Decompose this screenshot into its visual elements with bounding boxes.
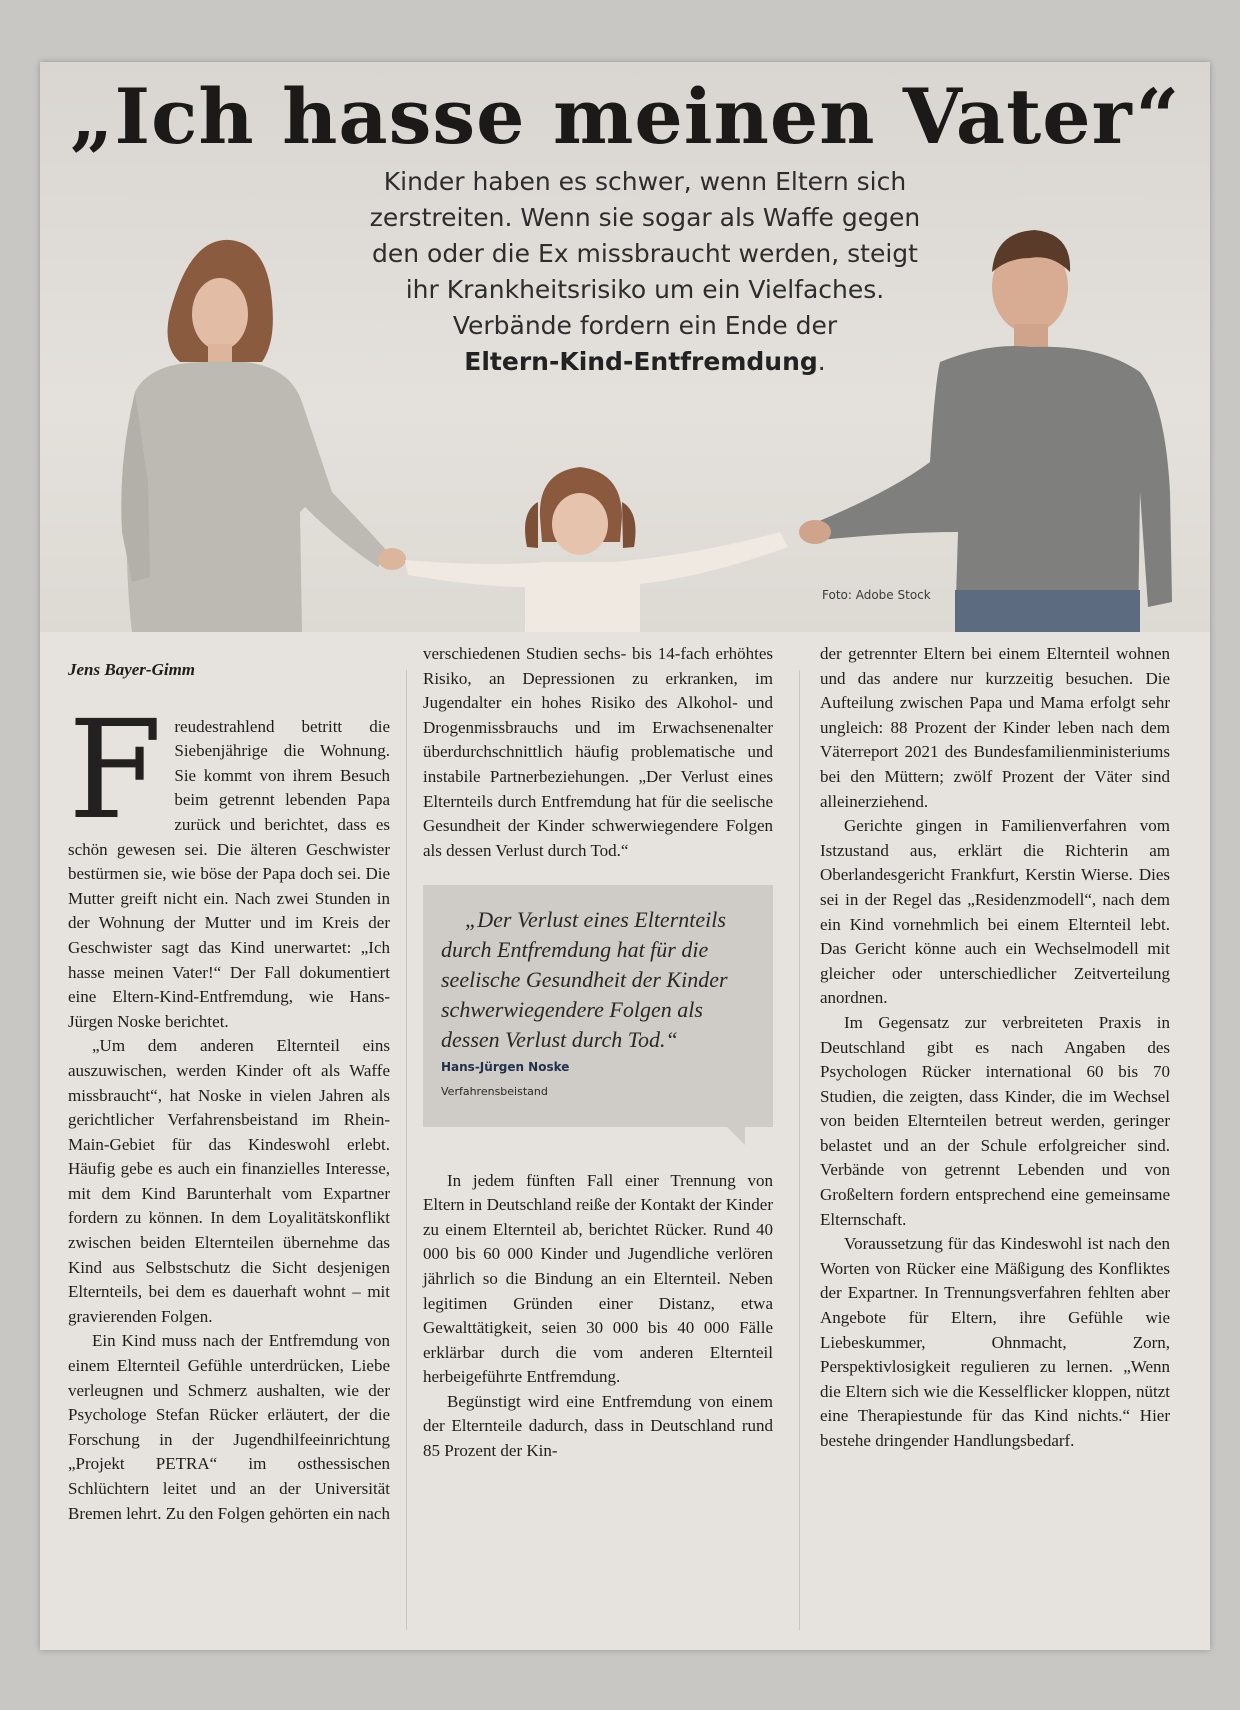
girl-figure <box>405 467 788 632</box>
deck <box>320 164 970 380</box>
column-divider <box>406 670 407 1630</box>
paragraph: In jedem fünften Fall einer Trennung von Eltern in Deutschland reiße der Kontakt der Kinder zu einem Elternteil ab, berichtet Rücker. Rund 40 000 bis 60 000 Kinder und Jugendliche verlören jährlich so die Bindung an ein Elternteil. Neben legitimen Gründen einer Distanz, etwa Gewalttätigkeit, seien 30 000 bis 40 000 Fälle erklärbar durch die vom anderen Elternteil herbeigeführte Entfremdung. <box>423 1170 773 1387</box>
deck-line: zerstreiten. Wenn sie sogar als Waffe gegen <box>369 203 921 232</box>
paragraph: Begünstigt wird eine Entfremdung von einem der Elternteile dadurch, dass in Deutschland rund 85 Prozent der Kin- <box>423 1391 773 1461</box>
pull-quote-role: Verfahrensbeistand <box>441 1084 548 1098</box>
deck-line: ihr Krankheitsrisiko um ein Vielfaches. <box>405 275 885 304</box>
pull-quote-name: Hans-Jürgen Noske <box>441 1060 570 1075</box>
paragraph <box>68 691 390 1035</box>
column-2 <box>423 642 773 1464</box>
paragraph-text: reudestrahlend betritt die Siebenjährige die Wohnung. Sie kommt von ihrem Besuch beim getrennt lebenden Papa zurück und berichtet, dass es schön gewesen sei. Die älteren Geschwister bestürmen sie, wie böse der Papa doch sei. Die Mutter greift nicht ein. Nach zwei Stunden in der Wohnung der Mutter und im Kreis der Geschwister sagt das Kind unerwartet: „Ich hasse meinen Vater!“ Der Fall dokumentiert eine Eltern-Kind-Entfremdung, wie Hans-Jürgen Noske berichtet. <box>68 716 390 1031</box>
deck-line: Verbände fordern ein Ende der <box>452 311 838 340</box>
deck-line: Kinder haben es schwer, wenn Eltern sich <box>383 167 907 196</box>
author-byline: Jens Bayer-Gimm <box>68 660 196 679</box>
column-3 <box>820 642 1170 1454</box>
paragraph: Gerichte gingen in Familienverfahren vom Istzustand aus, erklärt die Richterin am Oberlandesgericht Frankfurt, Kerstin Wierse. Dies sei in der Regel das „Residenzmodell“, nach dem ein Kind vornehmlich bei einem Elternteil lebt. Das Gericht könne auch ein Wechselmodell mit gleicher oder unterschiedlicher Zeitverteilung anordnen. <box>820 816 1170 1008</box>
deck-line-emphasis <box>320 344 970 380</box>
paragraph: Voraussetzung für das Kindeswohl ist nach den Worten von Rücker eine Mäßigung des Konfliktes der Expartner. In Trennungsverfahren fehlten aber Angebote für Eltern, ihre Gefühle wie Liebeskummer, Ohnmacht, Zorn, Perspektivlosigkeit regulieren zu lernen. „Wenn die Eltern sich wie die Kesselflicker kloppen, nützt eine Therapiestunde für das Kind nichts.“ Hier bestehe dringender Handlungsbedarf. <box>820 1234 1170 1450</box>
photo-credit: Foto: Adobe Stock <box>822 588 931 602</box>
headline: „Ich hasse meinen Vater“ <box>69 72 1181 161</box>
paragraph: „Um dem anderen Elternteil eins auszuwischen, werden Kinder oft als Waffe missbraucht“, hat Noske in vielen Jahren als gerichtlicher Verfahrensbeistand im Rhein-Main-Gebiet für das Kindeswohl erlebt. Häufig gebe es auch ein finanzielles Interesse, mit dem Kind Barunterhalt vom Expartner fordern zu können. In dem Loyalitätskonflikt zwischen beiden Elternteilen übernehme das Kind aus Selbstschutz die Sicht desjenigen Elternteils, bei dem es dauerhaft wohnt – mit gravierenden Folgen. <box>68 1036 390 1326</box>
drop-cap: F <box>68 691 163 850</box>
pull-quote-text: „Der Verlust eines Elternteils durch Entfremdung hat für die seelische Gesundheit der Kinder schwerwiegendere Folgen als dessen Verlust durch Tod.“ <box>441 907 728 1053</box>
article-body <box>40 642 1210 1642</box>
deck-emphasis-end: . <box>817 347 826 376</box>
pull-quote <box>423 885 773 1126</box>
paragraph: verschiedenen Studien sechs- bis 14-fach erhöhtes Risiko, an Depressionen zu erkranken, im Jugendalter ein hohes Risiko des Alkohol- und Drogenmissbrauchs und im Erwachsenenalter überdurchschnittlich häufig problematische und instabile Partnerbeziehungen. „Der Verlust eines Elternteils durch Entfremdung hat für die seelische Gesundheit der Kinder schwerwiegendere Folgen als dessen Verlust durch Tod.“ <box>423 644 773 860</box>
paragraph: der getrennter Eltern bei einem Elternteil wohnen und das andere nur kurzzeitig besuchen. Die Aufteilung zwischen Papa und Mama erfolgt sehr ungleich: 88 Prozent der Kinder leben nach dem Väterreport 2021 des Bundesfamilienministeriums bei den Müttern; zwölf Prozent der Väter sind alleinerziehend. <box>820 644 1170 811</box>
article-photo <box>40 62 1210 632</box>
deck-line: den oder die Ex missbraucht werden, steigt <box>372 239 918 268</box>
paragraph: Ein Kind muss nach der Entfremdung von einem Elternteil Gefühle unterdrücken, Liebe verleugnen und Schmerz aushalten, wie der Psychologe Stefan Rücker erläutert, der die Forschung in der Jugendhilfeeinrichtung „Projekt PETRA“ im osthessischen Schlüchtern leitet und an der Universität Bremen lehrt. Zu den Folgen gehörten ein nach <box>68 1331 390 1523</box>
paragraph: Im Gegensatz zur verbreiteten Praxis in Deutschland gibt es nach Angaben des Psychologen Rücker international 60 bis 70 Studien, die zeigten, dass Kinder, die im Wechsel von beiden Elternteilen betreut werden, geringer belastet und an der Schule erfolgreicher sind. Verbände von getrennt Lebenden und von Großeltern fordern entsprechend eine gemeinsame Elternschaft. <box>820 1012 1170 1229</box>
deck-emphasis: Eltern-Kind-Entfremdung <box>464 347 818 376</box>
newspaper-page <box>40 62 1210 1650</box>
column-1 <box>68 642 390 1526</box>
column-divider <box>799 670 800 1630</box>
